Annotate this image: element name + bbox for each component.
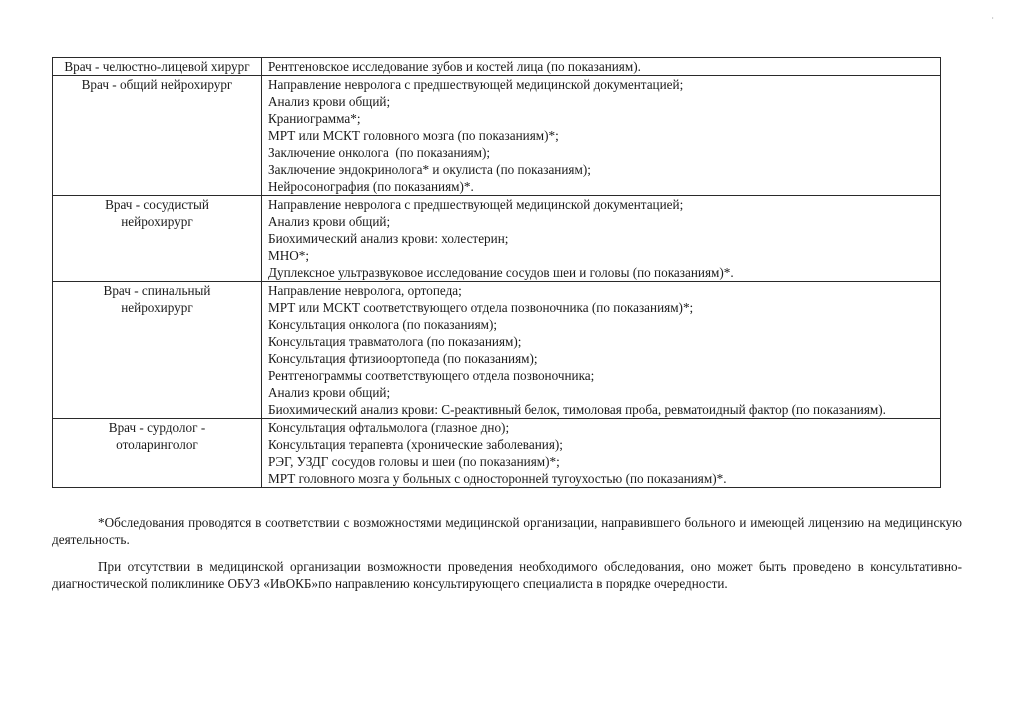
requirement-line: Направление невролога, ортопеда; <box>268 283 462 298</box>
requirement-line: Анализ крови общий; <box>268 385 391 400</box>
requirement-line: Консультация онколога (по показаниям); <box>268 317 498 332</box>
specialist-name: Врач - сосудистый нейрохирург <box>105 197 209 229</box>
requirement-line: МРТ или МСКТ соответствующего отдела позвоночника (по показаниям)*; <box>268 300 694 315</box>
requirement-line: Заключение онколога (по показаниям); <box>268 145 491 160</box>
requirement-line: Краниограмма*; <box>268 111 361 126</box>
requirements-cell <box>262 196 941 282</box>
table-row <box>53 419 941 488</box>
requirement-line: Биохимический анализ крови: холестерин; <box>268 231 509 246</box>
requirement-line: Нейросонография (по показаниям)*. <box>268 179 474 194</box>
requirement-line: Анализ крови общий; <box>268 214 391 229</box>
specialist-cell <box>53 58 262 76</box>
requirements-cell <box>262 76 941 196</box>
requirement-line: Рентгеновское исследование зубов и костей лица (по показаниям). <box>268 59 641 74</box>
requirement-line: Рентгенограммы соответствующего отдела позвоночника; <box>268 368 595 383</box>
requirement-line: Заключение эндокринолога* и окулиста (по показаниям); <box>268 162 591 177</box>
requirement-line: РЭГ, УЗДГ сосудов головы и шеи (по показаниям)*; <box>268 454 560 469</box>
specialist-cell <box>53 419 262 488</box>
requirement-line: Биохимический анализ крови: С-реактивный белок, тимоловая проба, ревматоидный фактор (по показаниям). <box>268 402 886 417</box>
specialist-name: Врач - челюстно-лицевой хирург <box>64 59 250 74</box>
requirement-line: МРТ головного мозга у больных с односторонней тугоухостью (по показаниям)*. <box>268 471 727 486</box>
requirement-line: Анализ крови общий; <box>268 94 391 109</box>
specialist-cell <box>53 76 262 196</box>
specialist-name: Врач - спинальный нейрохирург <box>103 283 211 315</box>
requirement-line: Дуплексное ультразвуковое исследование сосудов шеи и головы (по показаниям)*. <box>268 265 734 280</box>
table-row <box>53 76 941 196</box>
specialist-cell <box>53 282 262 419</box>
requirement-line: МНО*; <box>268 248 310 263</box>
document-notes <box>52 514 962 592</box>
note-paragraph: При отсутствии в медицинской организации возможности проведения необходимого обследования, оно может быть проведено в консультативно-диагностической поликлинике ОБУЗ «ИвОКБ»по направлению консультирующего специалиста в порядке очередности. <box>52 559 962 591</box>
specialist-name: Врач - сурдолог - отоларинголог <box>108 420 206 452</box>
scan-mark: · <box>991 14 994 23</box>
requirement-line: Консультация травматолога (по показаниям); <box>268 334 522 349</box>
table-row <box>53 282 941 419</box>
specialist-name: Врач - общий нейрохирург <box>81 77 233 92</box>
table-row <box>53 58 941 76</box>
requirement-line: Направление невролога с предшествующей медицинской документацией; <box>268 77 684 92</box>
requirement-line: Направление невролога с предшествующей медицинской документацией; <box>268 197 684 212</box>
footnote: *Обследования проводятся в соответствии с возможностями медицинской организации, направившего больного и имеющей лицензию на медицинскую деятельность. <box>52 515 962 547</box>
table-row <box>53 196 941 282</box>
specialist-requirements-table <box>52 57 941 488</box>
requirement-line: Консультация терапевта (хронические заболевания); <box>268 437 563 452</box>
specialist-cell <box>53 196 262 282</box>
requirements-cell <box>262 282 941 419</box>
requirement-line: Консультация офтальмолога (глазное дно); <box>268 420 510 435</box>
requirements-cell <box>262 58 941 76</box>
requirement-line: Консультация фтизиоортопеда (по показаниям); <box>268 351 538 366</box>
requirements-cell <box>262 419 941 488</box>
requirement-line: МРТ или МСКТ головного мозга (по показаниям)*; <box>268 128 559 143</box>
